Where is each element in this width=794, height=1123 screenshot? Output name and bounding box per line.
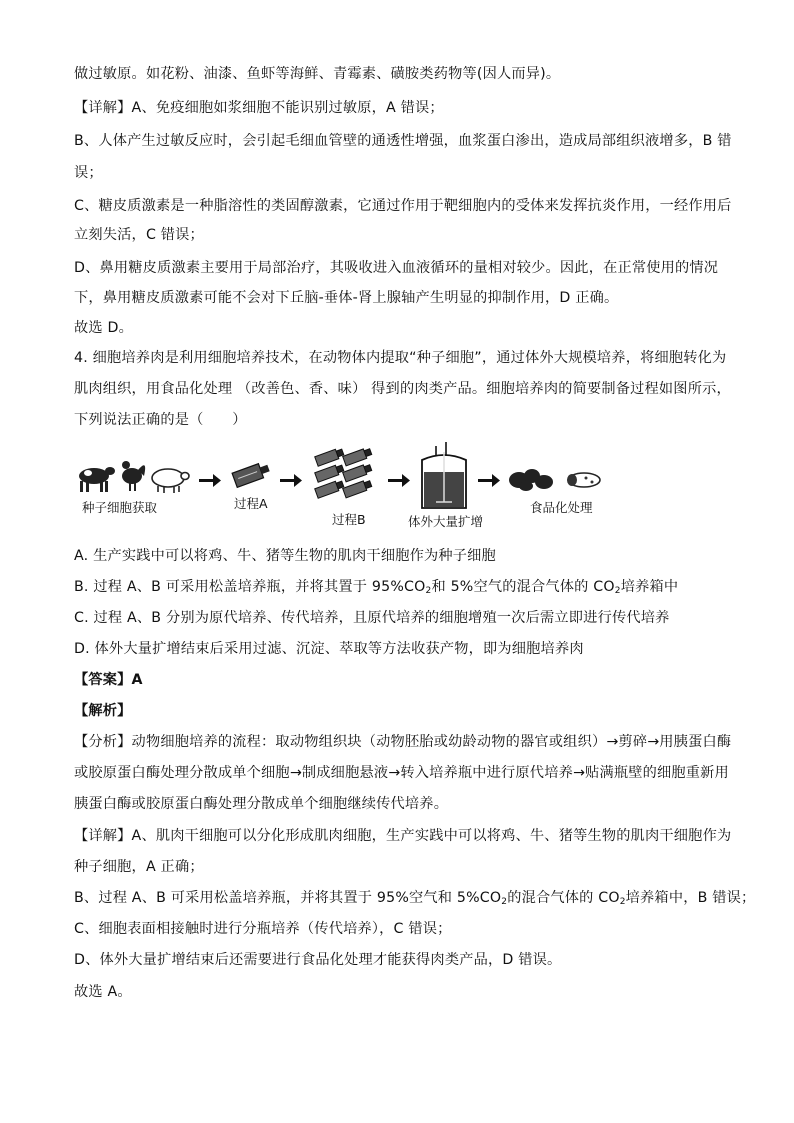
label-process-a: 过程A <box>234 496 268 511</box>
label-seed-cells: 种子细胞获取 <box>82 500 158 515</box>
subscript-2: 2 <box>501 897 508 907</box>
analysis-text: 或胶原蛋白酶处理分散成单个细胞→制成细胞悬液→转入培养瓶中进行原代培养→贴满瓶壁的细胞重新用 <box>74 765 729 781</box>
text-line: C、糖皮质激素是一种脂溶性的类固醇激素，它通过作用于靶细胞内的受体来发挥抗炎作用，一经作用后 <box>74 198 732 214</box>
analysis-heading: 【解析】 <box>74 703 132 719</box>
chicken-icon <box>122 461 145 491</box>
cow-icon <box>79 467 115 492</box>
subscript-2: 2 <box>425 586 432 596</box>
label-process-b: 过程B <box>332 512 366 527</box>
answer-label: 【答案】A <box>74 672 143 688</box>
option-c: C. 过程 A、B 分别为原代培养、传代培养，且原代培养的细胞增殖一次后需立即进行传代培养 <box>74 610 670 626</box>
question-4-stem: 4. 细胞培养肉是利用细胞培养技术，在动物体内提取“种子细胞”，通过体外大规模培养，将细胞转化为 <box>74 350 727 366</box>
option-b-text: 和 5%空气的混合气体的 CO <box>431 579 615 595</box>
option-b-text: B. 过程 A、B 可采用松盖培养瓶，并将其置于 95%CO <box>74 579 426 595</box>
culture-flask-icon <box>232 461 271 487</box>
analysis-text: 【分析】动物细胞培养的流程：取动物组织块（动物胚胎或幼龄动物的器官或组织）→剪碎→用胰蛋白酶 <box>74 734 732 750</box>
question-4-stem: 下列说法正确的是（ ） <box>74 412 247 428</box>
detail-text: 种子细胞，A 正确； <box>74 859 204 875</box>
pig-icon <box>152 469 189 493</box>
detail-b <box>74 888 755 912</box>
conclusion-text: 故选 A。 <box>74 984 132 1000</box>
text-line: 下，鼻用糖皮质激素可能不会对下丘脑-垂体-肾上腺轴产生明显的抑制作用，D 正确。 <box>74 290 619 306</box>
text-line: 做过敏原。如花粉、油漆、鱼虾等海鲜、青霉素、磺胺类药物等(因人而异)。 <box>74 66 561 82</box>
process-diagram <box>74 438 634 538</box>
question-4-stem: 肌肉组织，用食品化处理 （改善色、香、味） 得到的肉类产品。细胞培养肉的简要制备过程如图所示， <box>74 381 731 397</box>
text-line: 【详解】A、免疫细胞如浆细胞不能识别过敏原，A 错误； <box>74 100 444 116</box>
arrow-right-icon <box>280 474 302 487</box>
text-line: 故选 D。 <box>74 320 133 336</box>
label-food-processing: 食品化处理 <box>530 500 593 515</box>
detail-text: D、体外大量扩增结束后还需要进行食品化处理才能获得肉类产品，D 错误。 <box>74 952 562 968</box>
text-line: B、人体产生过敏反应时，会引起毛细血管壁的通透性增强，血浆蛋白渗出，造成局部组织液增多，B 错 <box>74 133 732 149</box>
subscript-2: 2 <box>619 897 626 907</box>
subscript-2: 2 <box>614 586 621 596</box>
option-b-text: 培养箱中 <box>620 579 679 595</box>
bioreactor-icon <box>422 442 466 508</box>
text-line: 立刻失活，C 错误； <box>74 227 204 243</box>
detail-text: C、细胞表面相接触时进行分瓶培养（传代培养），C 错误； <box>74 921 452 937</box>
detail-b-text: 培养箱中，B 错误； <box>625 890 756 906</box>
detail-b-text: 的混合气体的 CO <box>507 890 620 906</box>
text-line: 误； <box>74 165 103 181</box>
arrow-right-icon <box>199 474 221 487</box>
multiple-culture-flasks-icon <box>315 447 373 498</box>
sausage-icon <box>567 473 600 487</box>
arrow-right-icon <box>388 474 410 487</box>
option-a: A. 生产实践中可以将鸡、牛、猪等生物的肌肉干细胞作为种子细胞 <box>74 548 496 564</box>
detail-b-text: B、过程 A、B 可采用松盖培养瓶，并将其置于 95%空气和 5%CO <box>74 890 502 906</box>
option-d: D. 体外大量扩增结束后采用过滤、沉淀、萃取等方法收获产物，即为细胞培养肉 <box>74 641 584 657</box>
arrow-right-icon <box>478 474 500 487</box>
text-line: D、鼻用糖皮质激素主要用于局部治疗，其吸收进入血液循环的量相对较少。因此，在正常使用的情况 <box>74 260 719 276</box>
option-b <box>74 577 678 601</box>
label-expansion: 体外大量扩增 <box>408 514 484 529</box>
detail-text: 【详解】A、肌肉干细胞可以分化形成肌肉细胞，生产实践中可以将鸡、牛、猪等生物的肌肉干细胞作为 <box>74 828 732 844</box>
analysis-text: 胰蛋白酶或胶原蛋白酶处理分散成单个细胞继续传代培养。 <box>74 796 449 812</box>
meat-product-icon <box>509 469 553 491</box>
